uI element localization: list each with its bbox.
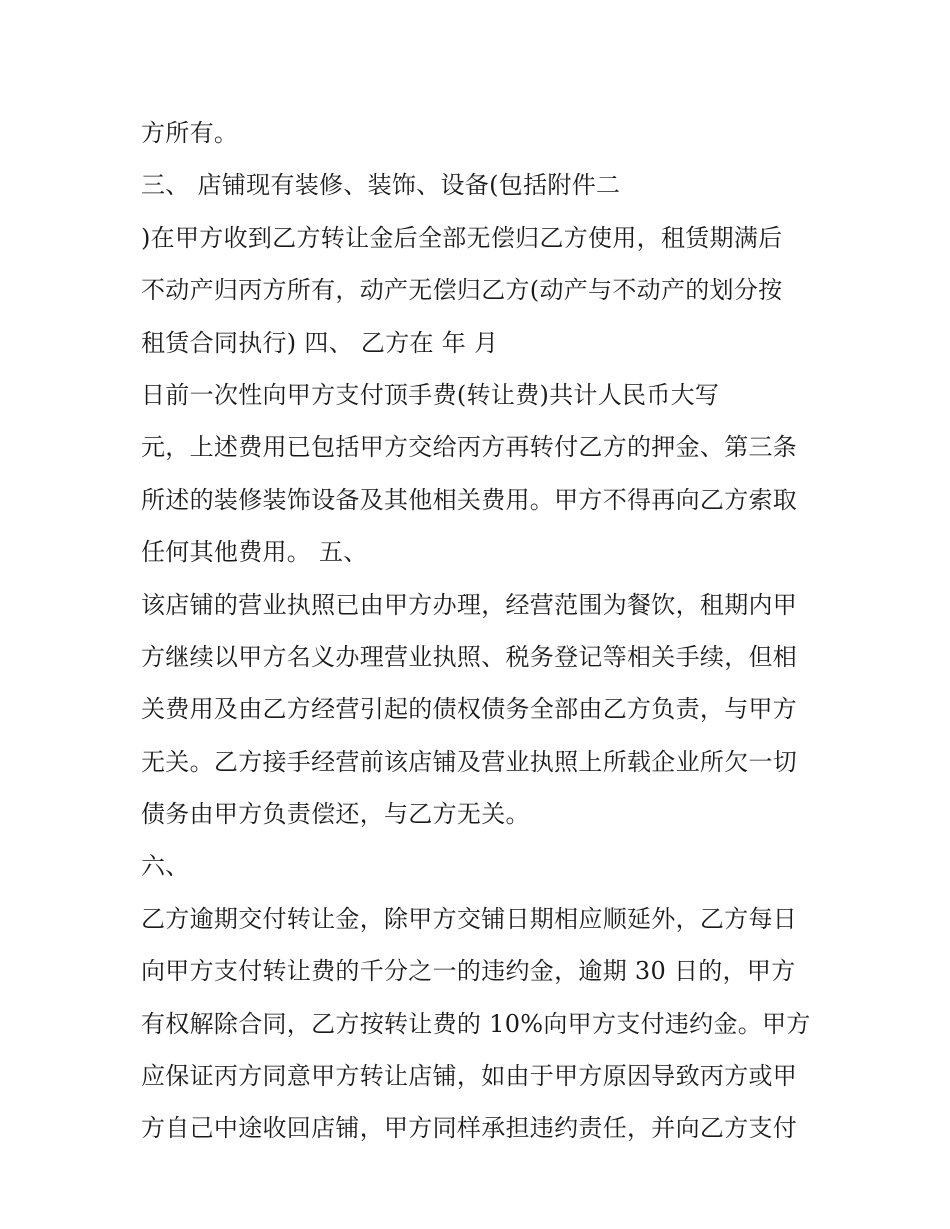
text-line: 应保证丙方同意甲方转让店铺，如由于甲方原因导致丙方或甲 (141, 1062, 798, 1091)
text-line: 有权解除合同，乙方按转让费的 10%向甲方支付违约金。甲方 (141, 1009, 811, 1038)
body-text (141, 107, 821, 1155)
text-line: 元，上述费用已包括甲方交给丙方再转付乙方的押金、第三条 (141, 433, 798, 462)
text-line: 所述的装修装饰设备及其他相关费用。甲方不得再向乙方索取 (141, 485, 798, 514)
text-line: 该店铺的营业执照已由甲方办理，经营范围为餐饮，租期内甲 (141, 590, 798, 619)
text-line: 乙方逾期交付转让金，除甲方交铺日期相应顺延外，乙方每日 (141, 904, 798, 933)
text-line: 租赁合同执行) 四、 乙方在 年 月 (141, 328, 499, 357)
text-line: 日前一次性向甲方支付顶手费(转让费)共计人民币大写 (141, 380, 720, 409)
text-line: )在甲方收到乙方转让金后全部无偿归乙方使用，租赁期满后 (141, 223, 783, 252)
text-line: 方继续以甲方名义办理营业执照、税务登记等相关手续，但相 (141, 642, 798, 671)
text-line: 向甲方支付转让费的千分之一的违约金，逾期 30 日的，甲方 (141, 957, 796, 986)
text-line: 债务由甲方负责偿还，与乙方无关。 (141, 800, 530, 829)
text-line: 关费用及由乙方经营引起的债权债务全部由乙方负责，与甲方 (141, 695, 798, 724)
text-line: 不动产归丙方所有，动产无偿归乙方(动产与不动产的划分按 (141, 276, 783, 305)
text-line: 方自己中途收回店铺，甲方同样承担违约责任，并向乙方支付 (141, 1114, 798, 1143)
text-line: 三、 店铺现有装修、装饰、设备(包括附件二 (141, 171, 621, 200)
text-line: 方所有。 (141, 119, 239, 147)
text-line: 任何其他费用。 五、 (141, 538, 368, 567)
text-line: 六、 (141, 852, 190, 881)
text-line: 无关。乙方接手经营前该店铺及营业执照上所载企业所欠一切 (141, 747, 798, 776)
